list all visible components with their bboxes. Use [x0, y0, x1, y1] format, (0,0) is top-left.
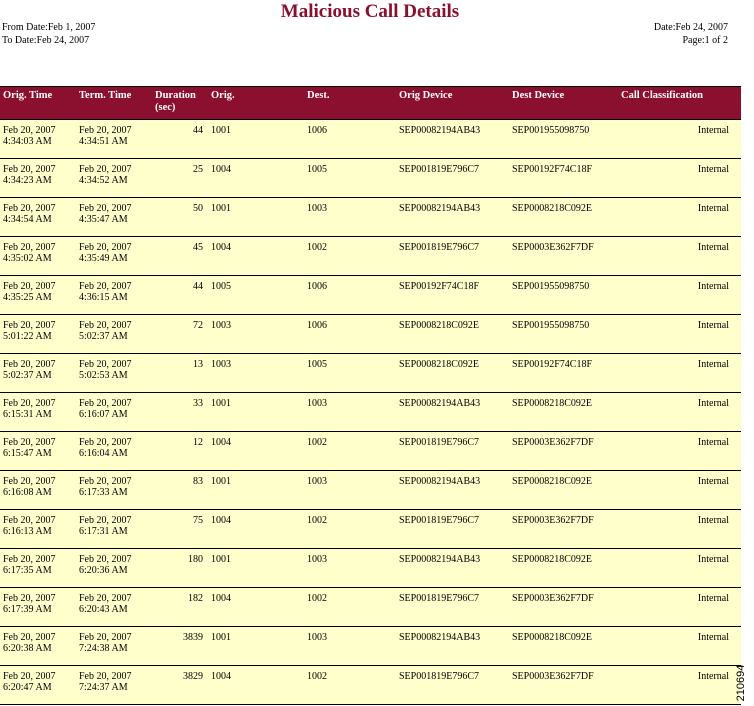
term-time-cell — [76, 510, 152, 549]
duration-label: Duration — [155, 90, 196, 101]
dest-device-cell: SEP0003E362F7DF — [509, 666, 617, 705]
orig-device-cell: SEP001819E796C7 — [396, 237, 509, 276]
table-row — [0, 432, 741, 471]
orig-time-cell-orig-clock: 6:20:47 AM — [3, 682, 52, 693]
term-time-cell — [76, 393, 152, 432]
dest-device-cell: SEP0008218C092E — [509, 393, 617, 432]
table-body — [0, 120, 741, 705]
term-time-cell-term-date: Feb 20, 2007 — [79, 632, 132, 643]
classification-cell: Internal — [617, 549, 741, 588]
orig-time-cell-orig-clock: 5:01:22 AM — [3, 331, 52, 342]
orig-cell: 1004 — [208, 237, 297, 276]
orig-time-cell-orig-clock: 6:15:31 AM — [3, 409, 52, 420]
dest-cell: 1002 — [297, 666, 396, 705]
orig-cell: 1003 — [208, 315, 297, 354]
orig-time-cell-orig-date: Feb 20, 2007 — [3, 281, 56, 292]
table-row — [0, 666, 741, 705]
term-time-cell — [76, 276, 152, 315]
orig-time-cell-orig-date: Feb 20, 2007 — [3, 671, 56, 682]
orig-time-cell-orig-clock: 6:16:13 AM — [3, 526, 52, 537]
orig-time-cell-orig-date: Feb 20, 2007 — [3, 554, 56, 565]
col-header-call-classification: Call Classification — [617, 87, 741, 120]
col-header-orig-device: Orig Device — [396, 87, 509, 120]
page-indicator: Page:1 of 2 — [682, 35, 728, 46]
classification-cell: Internal — [617, 120, 741, 159]
report-meta — [654, 21, 728, 47]
orig-time-cell-orig-date: Feb 20, 2007 — [3, 359, 56, 370]
to-date: To Date:Feb 24, 2007 — [2, 35, 90, 46]
term-time-cell — [76, 549, 152, 588]
table-row — [0, 393, 741, 432]
term-time-cell — [76, 627, 152, 666]
dest-device-cell: SEP0008218C092E — [509, 549, 617, 588]
term-time-cell-term-clock: 6:20:43 AM — [79, 604, 128, 615]
term-time-cell-term-date: Feb 20, 2007 — [79, 164, 132, 175]
term-time-cell-term-date: Feb 20, 2007 — [79, 437, 132, 448]
classification-cell: Internal — [617, 159, 741, 198]
report-title: Malicious Call Details — [280, 1, 460, 22]
orig-time-cell-orig-date: Feb 20, 2007 — [3, 164, 56, 175]
orig-time-cell — [0, 627, 76, 666]
orig-cell: 1001 — [208, 549, 297, 588]
table-row — [0, 276, 741, 315]
term-time-cell — [76, 588, 152, 627]
orig-time-cell-orig-clock: 6:17:39 AM — [3, 604, 52, 615]
dest-device-cell: SEP001955098750 — [509, 315, 617, 354]
dest-device-cell: SEP0003E362F7DF — [509, 237, 617, 276]
orig-time-cell-orig-date: Feb 20, 2007 — [3, 203, 56, 214]
table-row — [0, 627, 741, 666]
orig-device-cell: SEP00082194AB43 — [396, 471, 509, 510]
classification-cell: Internal — [617, 432, 741, 471]
orig-time-cell-orig-clock: 4:35:02 AM — [3, 253, 52, 264]
orig-time-cell-orig-clock: 4:34:23 AM — [3, 175, 52, 186]
orig-time-cell-orig-date: Feb 20, 2007 — [3, 476, 56, 487]
classification-cell: Internal — [617, 237, 741, 276]
dest-cell: 1003 — [297, 393, 396, 432]
orig-time-cell — [0, 315, 76, 354]
orig-device-cell: SEP00082194AB43 — [396, 549, 509, 588]
term-time-cell-term-clock: 7:24:37 AM — [79, 682, 128, 693]
report-date: Date:Feb 24, 2007 — [653, 22, 728, 33]
duration-cell: 44 — [152, 276, 208, 315]
dest-cell: 1006 — [297, 315, 396, 354]
orig-time-cell — [0, 588, 76, 627]
dest-cell: 1003 — [297, 549, 396, 588]
term-time-cell-term-clock: 4:36:15 AM — [79, 292, 128, 303]
orig-time-cell — [0, 510, 76, 549]
orig-cell: 1004 — [208, 432, 297, 471]
dest-cell: 1006 — [297, 120, 396, 159]
term-time-cell — [76, 315, 152, 354]
dest-device-cell: SEP0003E362F7DF — [509, 510, 617, 549]
term-time-cell-term-clock: 4:34:52 AM — [79, 175, 128, 186]
duration-cell: 83 — [152, 471, 208, 510]
col-header-term-time: Term. Time — [76, 87, 152, 120]
term-time-cell-term-date: Feb 20, 2007 — [79, 593, 132, 604]
duration-cell: 72 — [152, 315, 208, 354]
orig-device-cell: SEP0008218C092E — [396, 315, 509, 354]
orig-device-cell: SEP0008218C092E — [396, 354, 509, 393]
duration-cell: 44 — [152, 120, 208, 159]
classification-cell: Internal — [617, 510, 741, 549]
term-time-cell-term-date: Feb 20, 2007 — [79, 398, 132, 409]
orig-time-cell — [0, 159, 76, 198]
dest-cell: 1005 — [297, 354, 396, 393]
col-header-duration — [152, 87, 208, 120]
table-row — [0, 549, 741, 588]
orig-time-cell — [0, 354, 76, 393]
duration-cell: 50 — [152, 198, 208, 237]
orig-cell: 1001 — [208, 198, 297, 237]
orig-time-cell — [0, 549, 76, 588]
term-time-cell — [76, 471, 152, 510]
term-time-cell-term-date: Feb 20, 2007 — [79, 476, 132, 487]
orig-time-cell-orig-clock: 4:34:03 AM — [3, 136, 52, 147]
col-header-orig: Orig. — [208, 87, 297, 120]
term-time-cell-term-date: Feb 20, 2007 — [79, 203, 132, 214]
duration-cell: 3839 — [152, 627, 208, 666]
dest-device-cell: SEP0008218C092E — [509, 627, 617, 666]
classification-cell: Internal — [617, 276, 741, 315]
orig-cell: 1004 — [208, 510, 297, 549]
term-time-cell-term-clock: 4:35:47 AM — [79, 214, 128, 225]
orig-time-cell-orig-date: Feb 20, 2007 — [3, 632, 56, 643]
orig-time-cell-orig-clock: 6:16:08 AM — [3, 487, 52, 498]
term-time-cell-term-date: Feb 20, 2007 — [79, 242, 132, 253]
table-row — [0, 510, 741, 549]
orig-time-cell — [0, 276, 76, 315]
table-row — [0, 198, 741, 237]
dest-cell: 1002 — [297, 588, 396, 627]
date-range — [2, 21, 95, 47]
table-row — [0, 237, 741, 276]
dest-cell: 1005 — [297, 159, 396, 198]
from-date: From Date:Feb 1, 2007 — [2, 22, 96, 33]
term-time-cell-term-clock: 6:17:33 AM — [79, 487, 128, 498]
orig-time-cell — [0, 237, 76, 276]
orig-time-cell — [0, 198, 76, 237]
dest-cell: 1003 — [297, 198, 396, 237]
term-time-cell-term-clock: 6:16:07 AM — [79, 409, 128, 420]
table-row — [0, 354, 741, 393]
orig-device-cell: SEP00082194AB43 — [396, 198, 509, 237]
orig-time-cell-orig-clock: 6:17:35 AM — [3, 565, 52, 576]
term-time-cell — [76, 198, 152, 237]
table-row — [0, 471, 741, 510]
duration-cell: 180 — [152, 549, 208, 588]
orig-device-cell: SEP001819E796C7 — [396, 666, 509, 705]
dest-device-cell: SEP0008218C092E — [509, 471, 617, 510]
orig-time-cell-orig-date: Feb 20, 2007 — [3, 125, 56, 136]
orig-cell: 1001 — [208, 393, 297, 432]
dest-cell: 1002 — [297, 510, 396, 549]
dest-cell: 1002 — [297, 432, 396, 471]
classification-cell: Internal — [617, 627, 741, 666]
duration-cell: 3829 — [152, 666, 208, 705]
term-time-cell-term-date: Feb 20, 2007 — [79, 125, 132, 136]
term-time-cell-term-date: Feb 20, 2007 — [79, 554, 132, 565]
orig-cell: 1004 — [208, 159, 297, 198]
orig-cell: 1001 — [208, 627, 297, 666]
term-time-cell-term-clock: 4:35:49 AM — [79, 253, 128, 264]
term-time-cell-term-clock: 7:24:38 AM — [79, 643, 128, 654]
orig-time-cell-orig-clock: 6:15:47 AM — [3, 448, 52, 459]
orig-time-cell-orig-date: Feb 20, 2007 — [3, 398, 56, 409]
classification-cell: Internal — [617, 471, 741, 510]
orig-time-cell-orig-date: Feb 20, 2007 — [3, 515, 56, 526]
figure-id: 210694 — [735, 664, 747, 702]
table-row — [0, 315, 741, 354]
orig-device-cell: SEP00082194AB43 — [396, 120, 509, 159]
term-time-cell — [76, 666, 152, 705]
dest-cell: 1003 — [297, 471, 396, 510]
orig-cell: 1004 — [208, 588, 297, 627]
orig-device-cell: SEP00192F74C18F — [396, 276, 509, 315]
term-time-cell-term-clock: 5:02:53 AM — [79, 370, 128, 381]
orig-time-cell — [0, 471, 76, 510]
term-time-cell — [76, 354, 152, 393]
dest-device-cell: SEP00192F74C18F — [509, 354, 617, 393]
dest-device-cell: SEP0008218C092E — [509, 198, 617, 237]
duration-cell: 33 — [152, 393, 208, 432]
duration-cell: 25 — [152, 159, 208, 198]
col-header-orig-time: Orig. Time — [0, 87, 76, 120]
term-time-cell-term-clock: 6:16:04 AM — [79, 448, 128, 459]
col-header-dest: Dest. — [297, 87, 396, 120]
orig-cell: 1005 — [208, 276, 297, 315]
duration-cell: 13 — [152, 354, 208, 393]
duration-cell: 12 — [152, 432, 208, 471]
orig-device-cell: SEP001819E796C7 — [396, 432, 509, 471]
orig-device-cell: SEP00082194AB43 — [396, 393, 509, 432]
classification-cell: Internal — [617, 666, 741, 705]
classification-cell: Internal — [617, 354, 741, 393]
term-time-cell — [76, 120, 152, 159]
term-time-cell-term-date: Feb 20, 2007 — [79, 359, 132, 370]
orig-device-cell: SEP001819E796C7 — [396, 510, 509, 549]
term-time-cell — [76, 432, 152, 471]
dest-cell: 1003 — [297, 627, 396, 666]
table-header-row — [0, 87, 741, 120]
classification-cell: Internal — [617, 393, 741, 432]
dest-device-cell: SEP0003E362F7DF — [509, 588, 617, 627]
orig-device-cell: SEP001819E796C7 — [396, 159, 509, 198]
table-row — [0, 159, 741, 198]
orig-device-cell: SEP001819E796C7 — [396, 588, 509, 627]
dest-device-cell: SEP001955098750 — [509, 120, 617, 159]
term-time-cell-term-clock: 6:20:36 AM — [79, 565, 128, 576]
classification-cell: Internal — [617, 588, 741, 627]
orig-time-cell — [0, 393, 76, 432]
classification-cell: Internal — [617, 198, 741, 237]
orig-time-cell — [0, 120, 76, 159]
table-row — [0, 120, 741, 159]
term-time-cell-term-clock: 5:02:37 AM — [79, 331, 128, 342]
term-time-cell-term-date: Feb 20, 2007 — [79, 671, 132, 682]
dest-cell: 1006 — [297, 276, 396, 315]
orig-time-cell-orig-clock: 4:35:25 AM — [3, 292, 52, 303]
duration-unit: (sec) — [155, 102, 176, 113]
orig-time-cell-orig-date: Feb 20, 2007 — [3, 593, 56, 604]
orig-time-cell — [0, 432, 76, 471]
orig-cell: 1003 — [208, 354, 297, 393]
orig-time-cell — [0, 666, 76, 705]
term-time-cell-term-date: Feb 20, 2007 — [79, 281, 132, 292]
duration-cell: 75 — [152, 510, 208, 549]
orig-device-cell: SEP00082194AB43 — [396, 627, 509, 666]
classification-cell: Internal — [617, 315, 741, 354]
dest-device-cell: SEP00192F74C18F — [509, 159, 617, 198]
orig-time-cell-orig-date: Feb 20, 2007 — [3, 320, 56, 331]
term-time-cell — [76, 237, 152, 276]
col-header-dest-device: Dest Device — [509, 87, 617, 120]
dest-device-cell: SEP0003E362F7DF — [509, 432, 617, 471]
term-time-cell-term-date: Feb 20, 2007 — [79, 515, 132, 526]
term-time-cell — [76, 159, 152, 198]
orig-cell: 1001 — [208, 471, 297, 510]
term-time-cell-term-clock: 4:34:51 AM — [79, 136, 128, 147]
malicious-call-table — [0, 86, 741, 705]
orig-time-cell-orig-date: Feb 20, 2007 — [3, 437, 56, 448]
duration-cell: 45 — [152, 237, 208, 276]
orig-time-cell-orig-clock: 6:20:38 AM — [3, 643, 52, 654]
dest-device-cell: SEP001955098750 — [509, 276, 617, 315]
term-time-cell-term-clock: 6:17:31 AM — [79, 526, 128, 537]
orig-cell: 1001 — [208, 120, 297, 159]
term-time-cell-term-date: Feb 20, 2007 — [79, 320, 132, 331]
orig-time-cell-orig-date: Feb 20, 2007 — [3, 242, 56, 253]
orig-cell: 1004 — [208, 666, 297, 705]
duration-cell: 182 — [152, 588, 208, 627]
orig-time-cell-orig-clock: 4:34:54 AM — [3, 214, 52, 225]
orig-time-cell-orig-clock: 5:02:37 AM — [3, 370, 52, 381]
dest-cell: 1002 — [297, 237, 396, 276]
table-row — [0, 588, 741, 627]
